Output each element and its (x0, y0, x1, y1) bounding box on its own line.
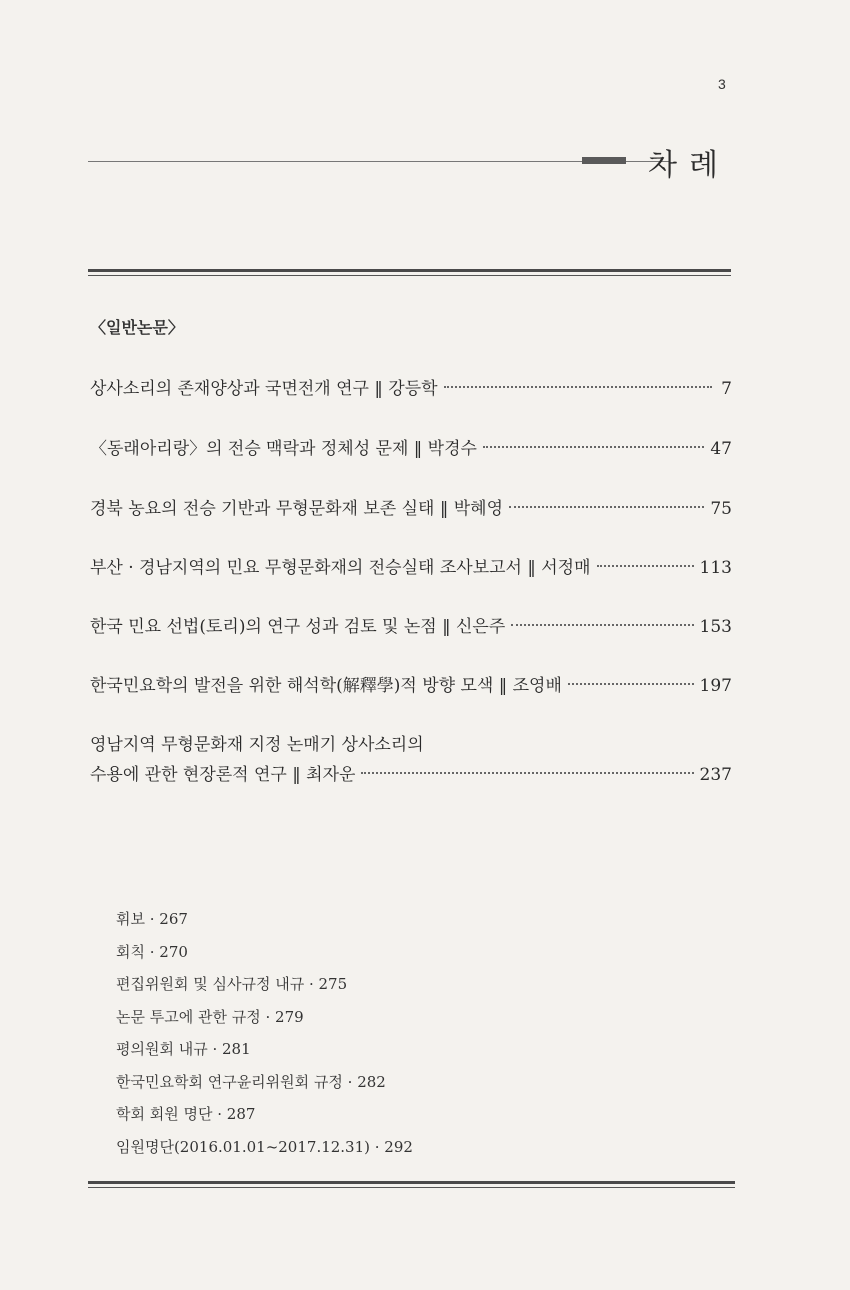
misc-item: 회칙 · 270 (116, 942, 188, 961)
misc-item: 임원명단(2016.01.01~2017.12.31) · 292 (116, 1137, 413, 1156)
toc-entry-title: 경북 농요의 전승 기반과 무형문화재 보존 실태 ‖ 박혜영 (90, 499, 504, 519)
section-heading: 〈일반논문〉 (90, 320, 184, 337)
toc-entry (90, 494, 732, 524)
toc-entry-title: 한국 민요 선법(토리)의 연구 성과 검토 및 논점 ‖ 신은주 (90, 617, 506, 637)
toc-entry-page: 197 (699, 676, 732, 696)
toc-leader-dots (361, 772, 693, 774)
divider-bottom (88, 1181, 735, 1188)
toc-entry-page: 47 (710, 439, 732, 459)
toc-entry (90, 612, 732, 642)
toc-entry-title: 한국민요학의 발전을 위한 해석학(解釋學)적 방향 모색 ‖ 조영배 (90, 676, 562, 696)
misc-item: 한국민요학회 연구윤리위원회 규정 · 282 (116, 1072, 386, 1091)
misc-list (116, 905, 413, 1165)
toc-entry-title: 〈동래아리랑〉의 전승 맥락과 정체성 문제 ‖ 박경수 (90, 439, 477, 459)
toc-entry-title-line2: 수용에 관한 현장론적 연구 ‖ 최자운 (90, 765, 356, 785)
toc-leader-dots (597, 565, 694, 567)
misc-item: 평의원회 내규 · 281 (116, 1040, 251, 1058)
toc-entry (90, 553, 732, 583)
misc-item: 휘보 · 267 (116, 910, 188, 928)
page-title: 차례 (648, 148, 730, 183)
toc-leader-dots (568, 683, 694, 685)
misc-item: 학회 회원 명단 · 287 (116, 1105, 256, 1123)
toc-entry (90, 374, 732, 404)
misc-item: 편집위원회 및 심사규정 내규 · 275 (116, 975, 348, 993)
toc-entry (90, 434, 732, 464)
title-rule-accent (582, 157, 626, 164)
toc-entry-page: 75 (710, 499, 732, 519)
toc-entry (90, 730, 732, 790)
toc-entry (90, 671, 732, 701)
toc-entry-page: 237 (699, 765, 732, 785)
toc-leader-dots (509, 506, 704, 508)
toc-entry-page: 153 (699, 617, 732, 637)
toc-entry-title: 상사소리의 존재양상과 국면전개 연구 ‖ 강등학 (90, 379, 438, 399)
toc-entry-page: 113 (699, 558, 732, 578)
toc-entry-title-line1: 영남지역 무형문화재 지정 논매기 상사소리의 (90, 735, 424, 755)
toc-leader-dots (511, 624, 693, 626)
toc-leader-dots (444, 386, 712, 388)
misc-item: 논문 투고에 관한 규정 · 279 (116, 1007, 304, 1026)
toc-entry-title: 부산 · 경남지역의 민요 무형문화재의 전승실태 조사보고서 ‖ 서정매 (90, 558, 591, 578)
divider-top (88, 269, 731, 276)
page-number: 3 (718, 76, 726, 92)
toc-entry-page: 7 (721, 379, 732, 399)
toc-leader-dots (483, 446, 704, 448)
